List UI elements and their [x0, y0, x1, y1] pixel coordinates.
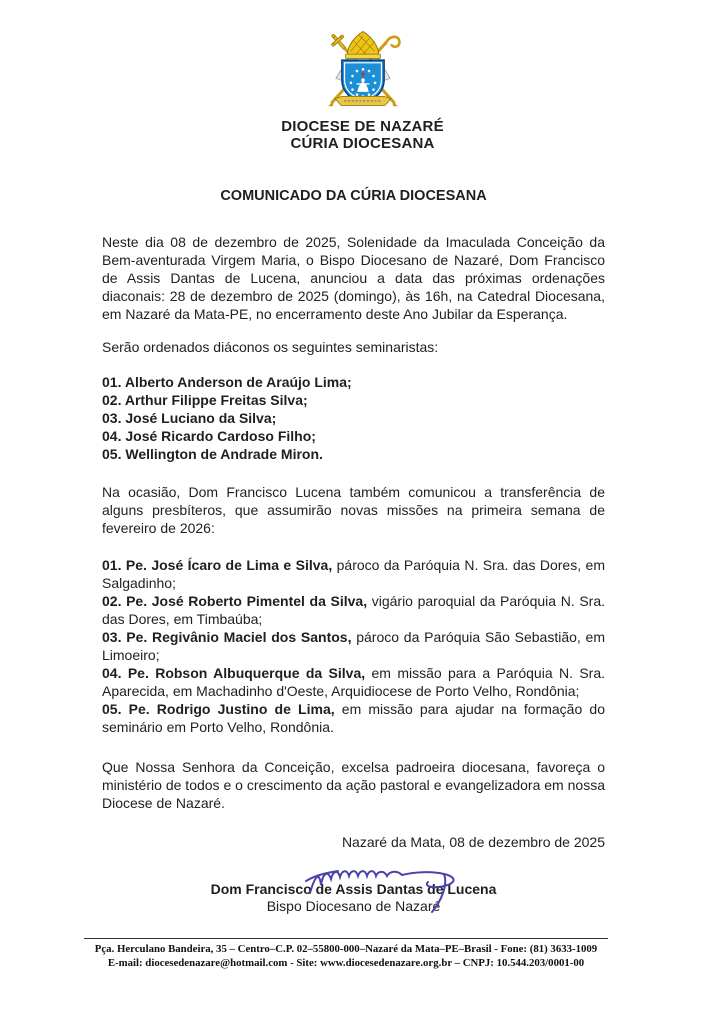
deacons-lead-paragraph: Serão ordenados diáconos os seguintes seminaristas:	[102, 339, 439, 355]
emblem-wrap	[0, 0, 725, 110]
closing-paragraph: Que Nossa Senhora da Conceição, excelsa padroeira diocesana, favoreça o ministério de todos e o crescimento da ação pastoral e evangelizadora em nossa Diocese de Nazaré.	[102, 759, 605, 811]
coat-of-arms-icon	[310, 30, 416, 110]
letterhead	[0, 0, 725, 152]
list-item	[102, 664, 605, 700]
list-item: 01. Alberto Anderson de Araújo Lima;	[102, 374, 352, 390]
list-item: 02. Arthur Filippe Freitas Silva;	[102, 392, 308, 408]
priest-assignment: pároco da Paróquia N. Sra. das Dores, em Salgadinho;	[102, 557, 605, 591]
intro-paragraph: Neste dia 08 de dezembro de 2025, Solenidade da Imaculada Conceição da Bem-aventurada Virgem Maria, o Bispo Diocesano de Nazaré, Dom Francisco de Assis Dantas de Lucena, anunciou a data das próximas ordenações diaconais: 28 de dezembro de 2025 (domingo), às 16h, na Catedral Diocesana, em Nazaré da Mata-PE, no encerramento deste Ano Jubilar da Esperança.	[102, 234, 605, 322]
transfers-lead-paragraph: Na ocasião, Dom Francisco Lucena também comunicou a transferência de alguns presbíteros, que assumirão novas missões na primeira semana de fevereiro de 2026:	[102, 484, 605, 536]
priest-assignment: vigário paroquial da Paróquia N. Sra. das Dores, em Timbaúba;	[102, 593, 605, 627]
list-item	[102, 700, 605, 736]
list-item: 03. José Luciano da Silva;	[102, 410, 277, 426]
signature-block	[102, 881, 605, 915]
signatory-name: Dom Francisco de Assis Dantas de Lucena	[210, 881, 497, 897]
document-title: COMUNICADO DA CÚRIA DIOCESANA	[220, 188, 487, 204]
mitre-icon	[345, 32, 380, 59]
priest-name: 05. Pe. Rodrigo Justino de Lima,	[102, 701, 335, 717]
footer-address-line: Pça. Herculano Bandeira, 35 – Centro–C.P. 02–55800-000–Nazaré da Mata–PE–Brasil - Fone: (81) 3633-1009	[94, 943, 598, 955]
signatory-role: Bispo Diocesano de Nazaré	[266, 898, 441, 914]
deacons-list	[102, 373, 605, 463]
priest-name: 01. Pe. José Ícaro de Lima e Silva,	[102, 557, 333, 573]
transfers-list	[102, 556, 605, 736]
list-item	[102, 592, 605, 628]
footer-contact-line: E-mail: diocesedenazare@hotmail.com - Site: www.diocesedenazare.org.br – CNPJ: 10.544.203/0001-00	[107, 956, 585, 969]
organization-name	[0, 118, 725, 152]
priest-assignment: em missão para ajudar na formação do seminário em Porto Velho, Rondônia.	[102, 701, 605, 735]
document-body	[102, 152, 605, 915]
dateline: Nazaré da Mata, 08 de dezembro de 2025	[341, 834, 605, 850]
org-line-1: DIOCESE DE NAZARÉ	[281, 118, 444, 135]
page-footer	[84, 938, 608, 970]
priest-name: 04. Pe. Robson Albuquerque da Silva,	[102, 665, 366, 681]
list-item: 04. José Ricardo Cardoso Filho;	[102, 428, 316, 444]
list-item	[102, 628, 605, 664]
priest-assignment: em missão para a Paróquia N. Sra. Aparecida, em Machadinho d'Oeste, Arquidiocese de Porto Velho, Rondônia;	[102, 665, 606, 699]
list-item: 05. Wellington de Andrade Miron.	[102, 446, 323, 462]
org-line-2: CÚRIA DIOCESANA	[290, 135, 435, 152]
motto-banner	[335, 96, 391, 105]
priest-name: 03. Pe. Regivânio Maciel dos Santos,	[102, 629, 352, 645]
priest-assignment: pároco da Paróquia São Sebastião, em Limoeiro;	[102, 629, 605, 663]
priest-name: 02. Pe. José Roberto Pimentel da Silva,	[102, 593, 368, 609]
list-item	[102, 556, 605, 592]
